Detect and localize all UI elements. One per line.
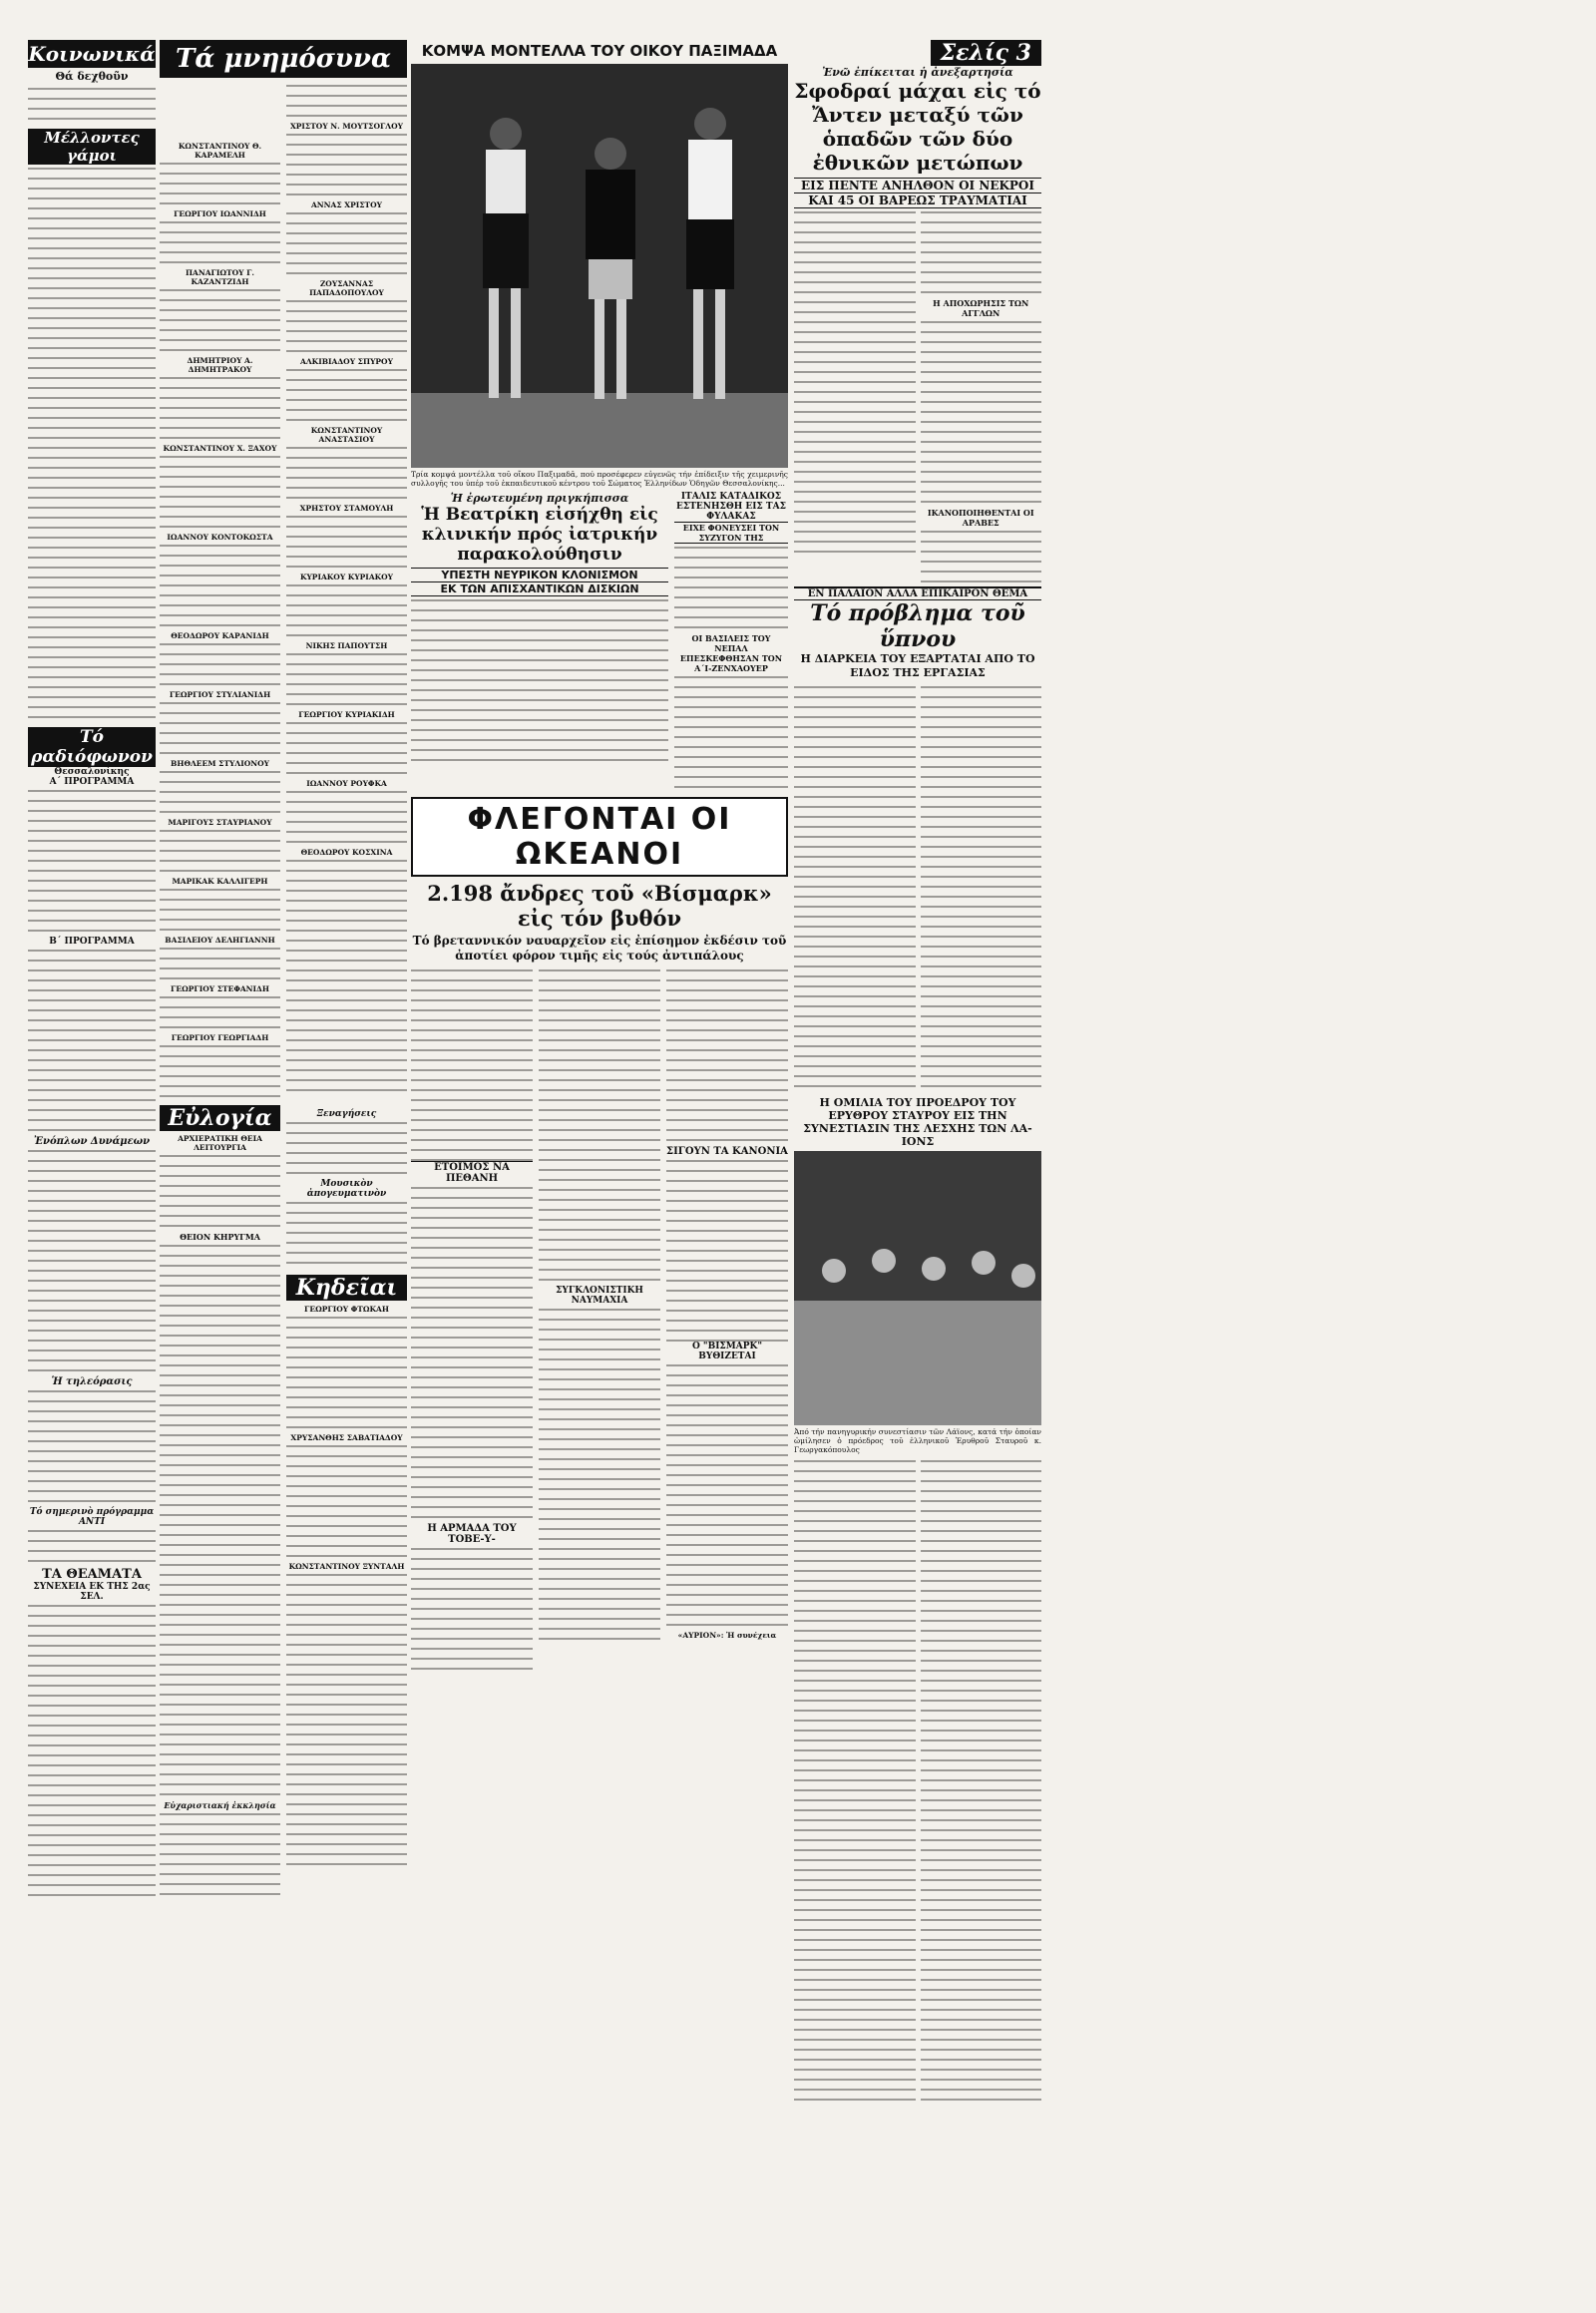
mnimosyna-col-right <box>286 82 407 1099</box>
obit-name: ΚΩΝΣΤΑΝΤΙΝΟΥ Χ. ΞΑΧΟΥ <box>163 444 277 453</box>
aden-col-2 <box>921 208 1042 582</box>
eykairiaki-label: Εὐχαριστιακή ἐκκλησία <box>164 1800 276 1810</box>
floor <box>411 393 788 468</box>
italis-article <box>674 492 788 793</box>
banquet-image <box>794 1151 1041 1425</box>
obit-name: ΙΩΑΝΝΟΥ ΚΟΝΤΟΚΩΣΤΑ <box>167 533 273 542</box>
flegontai-banner <box>411 797 788 877</box>
fashion-models-image <box>411 64 788 468</box>
radio-subhead: Θεσσαλονίκης <box>54 767 130 777</box>
text-block <box>286 581 407 641</box>
obit-name: ΔΗΜΗΤΡΙΟΥ Α. ΔΗΜΗΤΡΑΚΟΥ <box>187 356 253 374</box>
fathe-subhead: Θά δεχθοῦν <box>55 70 129 83</box>
text-block <box>160 542 280 631</box>
beatriki-article <box>411 492 668 793</box>
text-block <box>411 966 533 1161</box>
guest-figure <box>922 1257 946 1281</box>
obit-name: ΙΩΑΝΝΟΥ ΡΟΥΦΚΑ <box>306 779 387 788</box>
palaion-label: ΕΝ ΠΑΛΑΙΟΝ ΑΛΛΑ ΕΠΙΚΑΙΡΟΝ ΘΕΜΑ <box>794 586 1041 600</box>
themata-header: ΤΑ ΘΕΑΜΑΤΑ <box>42 1567 142 1582</box>
fashion-photo <box>411 64 788 468</box>
obit-name: ΒΗΘΛΕΕΜ ΣΤΥΛΙΟΝΟΥ <box>171 759 269 768</box>
evlogia-block <box>160 1105 280 1900</box>
synexeia-label: ΣΥΝΕΧΕΙΑ ΕΚ ΤΗΣ 2ας ΣΕΛ. <box>33 1582 151 1602</box>
diarkeia-subhead: Η ΔΙΑΡΚΕΙΑ ΤΟΥ ΕΞΑΡΤΑΤΑΙ ΑΠΟ ΤΟ ΕΙΔΟΣ ΤΗΣ ΕΡΓΑΣΙΑΣ <box>800 652 1035 679</box>
obit-name: ΝΙΚΗΣ ΠΑΠΟΥΤΣΗ <box>305 641 388 650</box>
text-block <box>921 683 1042 1092</box>
text-block <box>539 966 660 1286</box>
text-block <box>666 966 788 1146</box>
text-block <box>160 886 280 936</box>
text-block <box>160 640 280 690</box>
guest-figure <box>1011 1264 1035 1288</box>
text-block <box>28 1602 156 1901</box>
guest-figure <box>872 1249 896 1273</box>
sigoun-subhead: ΣΙΓΟΥΝ ΤΑ ΚΑΝΟΝΙΑ <box>666 1146 788 1157</box>
text-block <box>160 1810 280 1900</box>
provlima-headline: Τό πρόβλημα τοῦ ὕπνου <box>810 600 1025 652</box>
vythizetai-subhead: Ο "ΒΙΣΜΑΡΚ" ΒΥΘΙΖΕΤΑΙ <box>691 1342 763 1361</box>
obit-name: ΧΡΥΣΑΝΘΗΣ ΣΑΒΑΤΙΑΔΟΥ <box>290 1433 403 1442</box>
main-headline: Σφοδραί μάχαι εἰς τό Ἄντεν μεταξύ τῶν ὁπαδῶν τῶν δύο ἐθνικῶν μετώπων <box>794 79 1041 175</box>
text-block <box>794 1457 916 2106</box>
ikanopoiisis-subhead: ΙΚΑΝΟΠΟΙΗΘΕΝΤΑΙ ΟΙ ΑΡΑΒΕΣ <box>927 508 1034 528</box>
obit-name: ΘΕΟΔΩΡΟΥ ΚΟΣΧΙΝΑ <box>300 848 393 857</box>
selis-badge: Σελίς 3 <box>931 40 1041 66</box>
kino-subhead: Τό σημερινὸ πρόγραμμα ΑΝΤΙ <box>29 1507 155 1527</box>
vasileis-headline: ΟΙ ΒΑΣΙΛΕΙΣ ΤΟΥ ΝΕΠΑΛ ΕΠΕΣΚΕΦΘΗΣΑΝ ΤΟΝ Α΄Ι-ΖΕΝΧΑΟΥΕΡ <box>679 633 783 673</box>
text-block <box>411 1184 533 1523</box>
text-block <box>286 297 407 357</box>
text-block <box>674 673 788 793</box>
text-block <box>286 1314 407 1433</box>
program-a: Α΄ ΠΡΟΓΡΑΜΜΑ <box>49 777 135 787</box>
text-block <box>286 209 407 279</box>
obit-name: ΘΕΟΔΩΡΟΥ ΚΑΡΑΝΙΔΗ <box>171 631 269 640</box>
text-block <box>674 544 788 633</box>
vismark-headline: 2.198 ἄνδρες τοῦ «Βίσμαρκ» εἰς τόν βυθόν <box>427 881 772 931</box>
column-1 <box>28 40 156 2303</box>
text-block <box>160 768 280 818</box>
text-block <box>286 513 407 573</box>
text-block <box>28 165 156 723</box>
text-block <box>160 160 280 209</box>
text-block <box>666 1157 788 1342</box>
text-block <box>286 650 407 710</box>
text-block <box>286 788 407 848</box>
text-block <box>666 1361 788 1631</box>
text-block <box>286 82 407 122</box>
omilia-caption: Ἀπό τήν πανηγυρικήν συνεστίασιν τῶν Λάϊονς, κατά τήν ὁποίαν ὡμίλησεν ὁ πρόεδρος τοῦ ἑλληνικοῦ Ἐρυθροῦ Σταυροῦ κ. Γεωργακόπουλος <box>794 1427 1041 1454</box>
text-block <box>286 1442 407 1562</box>
text-block <box>160 827 280 877</box>
obit-name: ΖΟΥΣΑΝΝΑΣ ΠΑΠΑΔΟΠΟΥΛΟΥ <box>309 279 384 297</box>
text-block <box>160 1152 280 1232</box>
text-block <box>286 857 407 1099</box>
guest-figure <box>972 1251 996 1275</box>
obit-name: ΚΩΝΣΤΑΝΤΙΝΟΥ Θ. ΚΑΡΑΜΕΛΗ <box>178 142 262 160</box>
text-block <box>921 208 1042 298</box>
obit-name: ΠΑΝΑΓΙΩΤΟΥ Γ. ΚΑΖΑΝΤΖΙΔΗ <box>185 268 255 286</box>
obit-name: ΓΕΩΡΓΙΟΥ ΓΕΩΡΓΙΑΔΗ <box>171 1033 269 1042</box>
obit-name: ΧΡΙΣΤΟΥ Ν. ΜΟΥΤΣΟΓΛΟΥ <box>289 122 404 131</box>
text-block <box>921 318 1042 508</box>
tables <box>794 1301 1041 1425</box>
beatriki-headline: Ἡ Βεατρίκη εἰσήχθη εἰς κλινικήν πρός ἰατρικήν παρακολούθησιν <box>421 505 658 565</box>
mousikon-label: Μουσικὸν ἀπογευματινὸν <box>306 1179 387 1199</box>
evlogia-header: Εὐλογία <box>160 1105 280 1131</box>
vismark-col-3 <box>666 966 788 1675</box>
obit-name: ΑΛΚΙΒΙΑΔΟΥ ΣΠΥΡΟΥ <box>300 357 393 366</box>
text-block <box>794 683 916 1092</box>
kinonika-header: Κοινωνικά <box>28 42 156 66</box>
obit-name: ΓΕΩΡΓΙΟΥ ΦΤΩΚΑΗ <box>304 1305 389 1314</box>
obit-name: ΚΩΝΣΤΑΝΤΙΝΟΥ ΑΝΑΣΤΑΣΙΟΥ <box>310 426 383 444</box>
text-block <box>160 1242 280 1800</box>
text-block <box>28 85 156 125</box>
omilia-headline: Η ΟΜΙΛΙΑ ΤΟΥ ΠΡΟΕΔΡΟΥ ΤΟΥ ΕΡΥΘΡΟΥ ΣΤΑΥΡΟΥ ΕΙΣ ΤΗΝ ΣΥΝΕΣΤΙΑΣΙΝ ΤΗΣ ΛΕΣΧΗΣ ΤΩΝ ΛΑ-ΙΟΝΣ <box>803 1096 1032 1148</box>
eixe-subhead: ΕΙΧΕ ΦΟΝΕΥΣΕΙ ΤΟΝ ΣΥΖΥΓΟΝ ΤΗΣ <box>674 522 788 544</box>
obit-name: ΓΕΩΡΓΙΟΥ ΣΤΥΛΙΑΝΙΔΗ <box>169 690 271 699</box>
column-2 <box>160 40 407 2303</box>
obit-name: ΧΡΗΣΤΟΥ ΣΤΑΜΟΥΛΗ <box>299 504 394 513</box>
pente-subhead: ΕΙΣ ΠΕΝΤΕ ΑΝΗΛΘΟΝ ΟΙ ΝΕΚΡΟΙ <box>794 178 1041 193</box>
text-block <box>539 1306 660 1645</box>
text-block <box>28 1147 156 1376</box>
text-block <box>286 366 407 426</box>
text-block <box>28 787 156 937</box>
obit-name: ΚΩΝΣΤΑΝΤΙΝΟΥ ΞΥΝΤΑΛΗ <box>288 1562 405 1571</box>
etoimos-subhead: ΕΤΟΙΜΟΣ ΝΑ ΠΕΘΑΝΗ <box>411 1161 533 1184</box>
erotevmeni-label: Ἡ ἐρωτευμένη πριγκήπισσα <box>450 492 629 505</box>
text-block <box>28 947 156 1136</box>
xenagiseis-block <box>286 1105 407 1900</box>
text-block <box>28 1387 156 1507</box>
text-block <box>160 1042 280 1099</box>
text-block <box>286 1119 407 1179</box>
omilia-photo <box>794 1151 1041 1425</box>
text-block <box>160 218 280 268</box>
enoplon-subhead: Ἐνόπλων Δυνάμεων <box>33 1136 151 1147</box>
45-subhead: ΚΑΙ 45 ΟΙ ΒΑΡΕΩΣ ΤΡΑΥΜΑΤΙΑΙ <box>794 193 1041 208</box>
sygklonistiki-subhead: ΣΥΓΚΛΟΝΙΣΤΙΚΗ ΝΑΥΜΑΧΙΑ <box>556 1286 643 1306</box>
kompsa-header: ΚΟΜΨΑ ΜΟΝΤΕΛΛΑ ΤΟΥ ΟΙΚΟΥ ΠΑΞΙΜΑΔΑ <box>421 42 778 60</box>
ypesti-subhead: ΥΠΕΣΤΗ ΝΕΥΡΙΚΟΝ ΚΛΟΝΙΣΜΟΝ <box>411 568 668 582</box>
italis-headline: ΙΤΑΛΙΣ ΚΑΤΑΔΙΚΟΣ ΕΣΤΕΝΗΣΘΗ ΕΙΣ ΤΑΣ ΦΥΛΑΚΑΣ <box>676 492 786 522</box>
program-b: Β΄ ΠΡΟΓΡΑΜΜΑ <box>49 937 135 947</box>
column-3 <box>411 40 788 2303</box>
mnimosyna-col-left <box>160 82 280 1099</box>
obit-name: ΜΑΡΙΓΟΥΣ ΣΤΑΥΡΙΑΝΟΥ <box>168 818 272 827</box>
kideiai-header: Κηδεῖαι <box>286 1275 407 1301</box>
obit-name: ΚΥΡΙΑΚΟΥ ΚΥΡΙΑΚΟΥ <box>299 573 394 581</box>
vismark-subheadline: Τό βρεταννικόν ναυαρχεῖον εἰς ἐπίσημον ἐκδέσιν τοῦ ἀποτίει φόρον τιμῆς εἰς τούς ἀντιπάλους <box>412 934 787 963</box>
column-4 <box>794 40 1041 2303</box>
guest-figure <box>822 1259 846 1283</box>
photo-caption: Τρία κομψά μοντέλλα τοῦ οἴκου Παξιμαδᾶ, πού προσέφερεν εὐγενῶς τήν ἐπίδειξιν τῆς χειμερινῆς συλλογῆς του ὑπέρ τοῦ ἐκπαιδευτικοῦ κέντρου τοῦ Σώματος Ἑλληνίδων Ὁδηγῶν Θεσσαλονίκης... <box>411 470 788 488</box>
mellontes-header: Μέλλοντες γάμοι <box>28 129 156 165</box>
text-block <box>286 719 407 779</box>
obit-name: ΜΑΡΙΚΑΚ ΚΑΛΛΙΓΕΡΗ <box>172 877 268 886</box>
selis-row <box>794 40 1041 66</box>
text-block <box>160 945 280 984</box>
text-block <box>160 453 280 533</box>
armada-subhead: Η ΑΡΜΑΔΑ ΤΟΥ ΤΟΒΕ-Υ- <box>427 1523 517 1545</box>
avrion-label: «ΑΥΡΙΟΝ»: Ἡ συνέχεια <box>677 1631 777 1640</box>
text-block <box>160 699 280 759</box>
text-block <box>286 1571 407 1870</box>
xenagiseis-label: Ξεναγήσεις <box>316 1109 377 1119</box>
text-block <box>28 1527 156 1567</box>
tileorasi-subhead: Ἡ τηλεόρασις <box>51 1376 133 1387</box>
text-block <box>286 1199 407 1269</box>
obit-name: ΓΕΩΡΓΙΟΥ ΣΤΕΦΑΝΙΔΗ <box>171 984 269 993</box>
text-block <box>160 374 280 444</box>
radio-header: Τό ραδιόφωνον <box>28 727 156 767</box>
text-block <box>411 596 668 766</box>
mnimosyna-header: Τά μνημόσυνα <box>160 40 407 78</box>
vismark-col-1 <box>411 966 533 1675</box>
vismark-col-2 <box>539 966 660 1675</box>
obit-name: ΓΕΩΡΓΙΟΥ ΚΥΡΙΑΚΙΔΗ <box>298 710 395 719</box>
obit-name: ΒΑΣΙΛΕΙΟΥ ΔΕΛΗΓΙΑΝΝΗ <box>165 936 275 945</box>
flegontai-title: ΦΛΕΓΟΝΤΑΙ ΟΙ ΩΚΕΑΝΟΙ <box>467 802 732 872</box>
text-block <box>794 208 916 558</box>
text-block <box>286 444 407 504</box>
text-block <box>921 1457 1042 2106</box>
diskon-subhead: ΕΚ ΤΩΝ ΑΠΙΣΧΑΝΤΙΚΩΝ ΔΙΣΚΙΩΝ <box>411 582 668 596</box>
text-block <box>411 1545 533 1675</box>
obit-name: ΑΝΝΑΣ ΧΡΙΣΤΟΥ <box>310 200 382 209</box>
apochorisis-subhead: Η ΑΠΟΧΩΡΗΣΙΣ ΤΩΝ ΑΓΓΛΩΝ <box>933 298 1029 318</box>
arxieratiki-label: ΑΡΧΙΕΡΑΤΙΚΗ ΘΕΙΑ ΛΕΙΤΟΥΡΓΙΑ <box>178 1134 262 1152</box>
text-block <box>921 528 1042 582</box>
theion-label: ΘΕΙΟΝ ΚΗΡΥΓΜΑ <box>180 1232 260 1242</box>
obit-name: ΓΕΩΡΓΙΟΥ ΙΩΑΝΝΙΔΗ <box>174 209 266 218</box>
text-block <box>160 286 280 356</box>
text-block <box>160 993 280 1033</box>
text-block <box>286 131 407 200</box>
enw-label: Ἐνῶ ἐπίκειται ἡ ἀνεξαρτησία <box>822 66 1013 79</box>
